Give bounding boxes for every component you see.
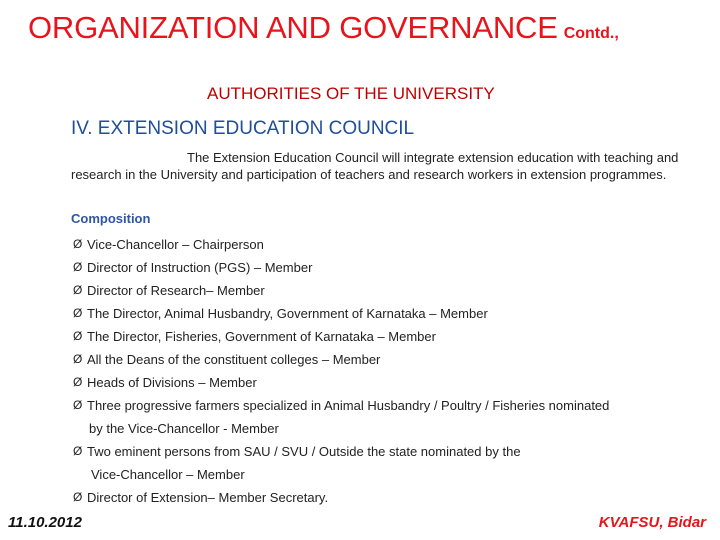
member-text-continued: Vice-Chancellor – Member (91, 467, 245, 482)
arrow-bullet-icon: Ø (73, 352, 83, 366)
arrow-bullet-icon: Ø (73, 283, 83, 297)
arrow-bullet-icon: Ø (73, 329, 83, 343)
section-heading: IV. EXTENSION EDUCATION COUNCIL (71, 118, 415, 139)
list-item (73, 440, 713, 486)
member-text: Three progressive farmers specialized in Animal Husbandry / Poultry / Fisheries nominated (87, 398, 610, 413)
list-item (73, 279, 713, 302)
list-item (73, 256, 713, 279)
arrow-bullet-icon: Ø (73, 444, 83, 458)
arrow-bullet-icon: Ø (73, 398, 83, 412)
member-text-continued: by the Vice-Chancellor - Member (89, 421, 279, 436)
arrow-bullet-icon: Ø (73, 306, 83, 320)
list-item (73, 325, 713, 348)
list-item (73, 348, 713, 371)
description-text: The Extension Education Council will integrate extension education with teaching and research in the University and participation of teachers and research workers in extension programmes. (71, 150, 679, 182)
arrow-bullet-icon: Ø (73, 260, 83, 274)
arrow-bullet-icon: Ø (73, 237, 83, 251)
slide-title (28, 10, 619, 46)
member-text: Heads of Divisions – Member (87, 375, 257, 390)
member-text: Director of Extension– Member Secretary. (87, 490, 329, 505)
list-item (73, 371, 713, 394)
arrow-bullet-icon: Ø (73, 375, 83, 389)
member-text: The Director, Animal Husbandry, Government of Karnataka – Member (87, 306, 488, 321)
title-suffix: Contd., (563, 25, 619, 42)
member-list (73, 233, 713, 509)
member-text: All the Deans of the constituent colleges – Member (87, 352, 381, 367)
list-item (73, 486, 713, 509)
member-text: Director of Research– Member (87, 283, 265, 298)
member-text: The Director, Fisheries, Government of Karnataka – Member (87, 329, 436, 344)
member-text: Vice-Chancellor – Chairperson (87, 237, 264, 252)
list-item (73, 394, 713, 440)
member-text: Director of Instruction (PGS) – Member (87, 260, 313, 275)
arrow-bullet-icon: Ø (73, 490, 83, 504)
title-main: ORGANIZATION AND GOVERNANCE (28, 10, 558, 45)
list-item (73, 233, 713, 256)
footer-date: 11.10.2012 (8, 514, 82, 531)
footer-organization: KVAFSU, Bidar (598, 514, 706, 531)
section-description (71, 149, 686, 183)
list-item (73, 302, 713, 325)
slide-subtitle: AUTHORITIES OF THE UNIVERSITY (207, 84, 495, 103)
composition-label: Composition (71, 211, 151, 226)
member-text: Two eminent persons from SAU / SVU / Outside the state nominated by the (87, 444, 521, 459)
